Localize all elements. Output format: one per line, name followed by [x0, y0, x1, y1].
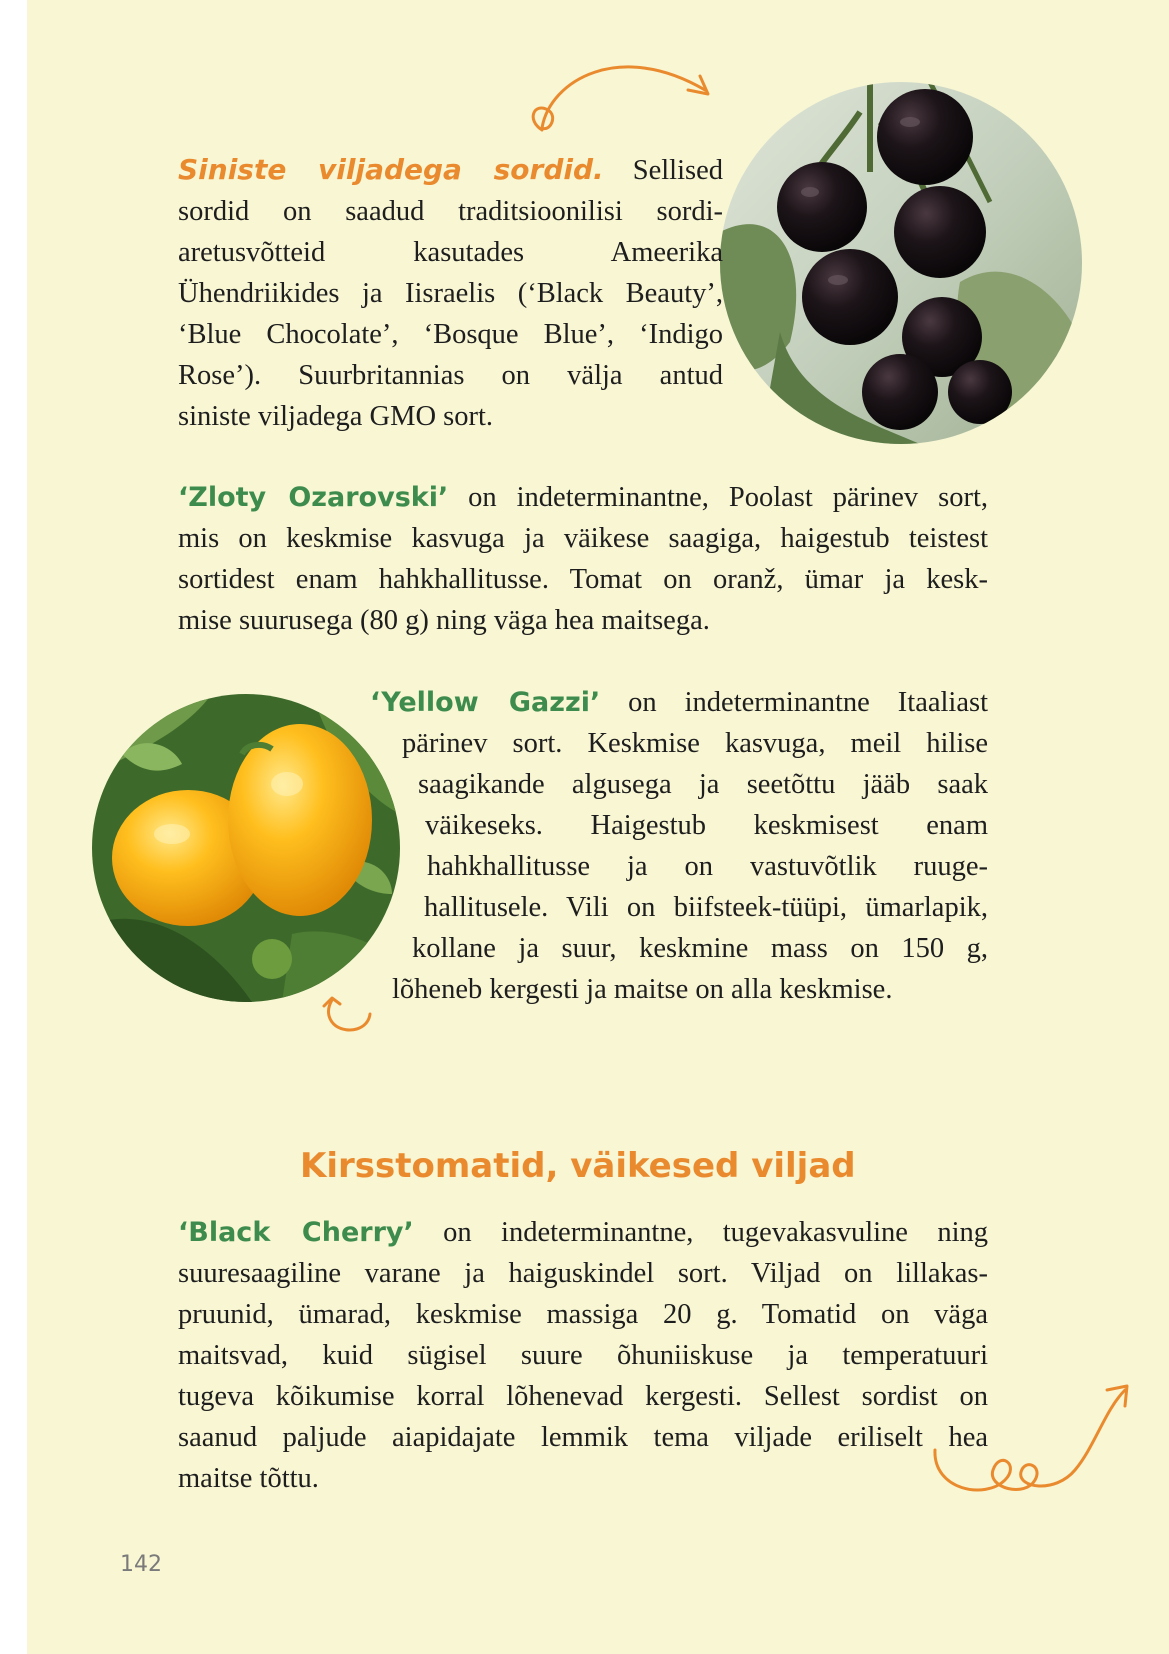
section2-line-2: mis on keskmise kasvuga ja väikese saagiga, haigestub teistest — [178, 523, 988, 554]
section-blue-varieties — [178, 149, 723, 437]
section-heading: Kirsstomatid, väikesed viljad — [300, 1146, 856, 1186]
section3-lead: ‘Yellow Gazzi’ — [370, 687, 601, 718]
section1-line-7: siniste viljadega GMO sort. — [178, 401, 494, 432]
section3-line-2: pärinev sort. Keskmise kasvuga, meil hilise — [402, 728, 988, 759]
section4-line-1: ‘Black Cherry’ on indeterminantne, tugevakasvuline ning — [178, 1217, 988, 1248]
section1-line-6: Rose’). Suurbritannias on välja antud — [178, 360, 723, 391]
curved-arrow-icon — [520, 50, 750, 140]
section4-line-4: maitsvad, kuid sügisel suure õhuniiskuse ja temperatuuri — [178, 1340, 988, 1371]
section3-line-4: väikeseks. Haigestub keskmisest enam — [425, 810, 988, 841]
section2-line-4: mise suurusega (80 g) ning väga hea maitsega. — [178, 605, 710, 636]
section3-line-5: hahkhallitusse ja on vastuvõtlik ruuge- — [427, 851, 988, 882]
section3-line-8: lõheneb kergesti ja maitse on alla keskmise. — [392, 974, 893, 1005]
section4-line-2: suuresaagiline varane ja haiguskindel sort. Viljad on lillakas- — [178, 1258, 988, 1289]
black-tomato-photo — [720, 82, 1082, 444]
section1-line-2: sordid on saadud traditsioonilisi sordi- — [178, 196, 723, 227]
section3-line-3: saagikande algusega ja seetõttu jääb saak — [418, 769, 988, 800]
page-number: 142 — [120, 1552, 162, 1577]
loop-arrow-icon — [925, 1380, 1145, 1510]
section4-line-3: pruunid, ümarad, keskmise massiga 20 g. Tomatid on väga — [178, 1299, 988, 1330]
section3-line-6: hallitusele. Vili on biifsteek-tüüpi, ümarlapik, — [424, 892, 988, 923]
section4-line-6: saanud paljude aiapidajate lemmik tema viljade eriliselt hea — [178, 1422, 988, 1453]
section1-line-5: ‘Blue Chocolate’, ‘Bosque Blue’, ‘Indigo — [178, 319, 723, 350]
section1-line-4: Ühendriikides ja Iisraelis (‘Black Beauty’, — [178, 278, 723, 309]
section2-line-3: sortidest enam hahkhallitusse. Tomat on oranž, ümar ja kesk- — [178, 564, 988, 595]
section-black-cherry — [178, 1212, 988, 1499]
section4-line-5: tugeva kõikumise korral lõhenevad kergesti. Sellest sordist on — [178, 1381, 988, 1412]
section-zloty-ozarovski — [178, 477, 988, 641]
section3-line-7: kollane ja suur, keskmine mass on 150 g, — [412, 933, 988, 964]
section3-line-1: ‘Yellow Gazzi’ on indeterminantne Itaaliast — [370, 687, 988, 718]
section1-lead: Siniste viljadega sordid. — [178, 153, 604, 186]
section2-lead: ‘Zloty Ozarovski’ — [178, 482, 449, 513]
section2-line-1: ‘Zloty Ozarovski’ on indeterminantne, Poolast pärinev sort, — [178, 482, 988, 513]
section1-line-3: aretusvõtteid kasutades Ameerika — [178, 237, 723, 268]
yellow-tomato-photo — [92, 694, 400, 1002]
section4-lead: ‘Black Cherry’ — [178, 1217, 414, 1248]
section4-line-7: maitse tõttu. — [178, 1463, 319, 1494]
section1-line-1: Siniste viljadega sordid. Sellised — [178, 153, 723, 186]
section-yellow-gazzi — [370, 682, 988, 1010]
